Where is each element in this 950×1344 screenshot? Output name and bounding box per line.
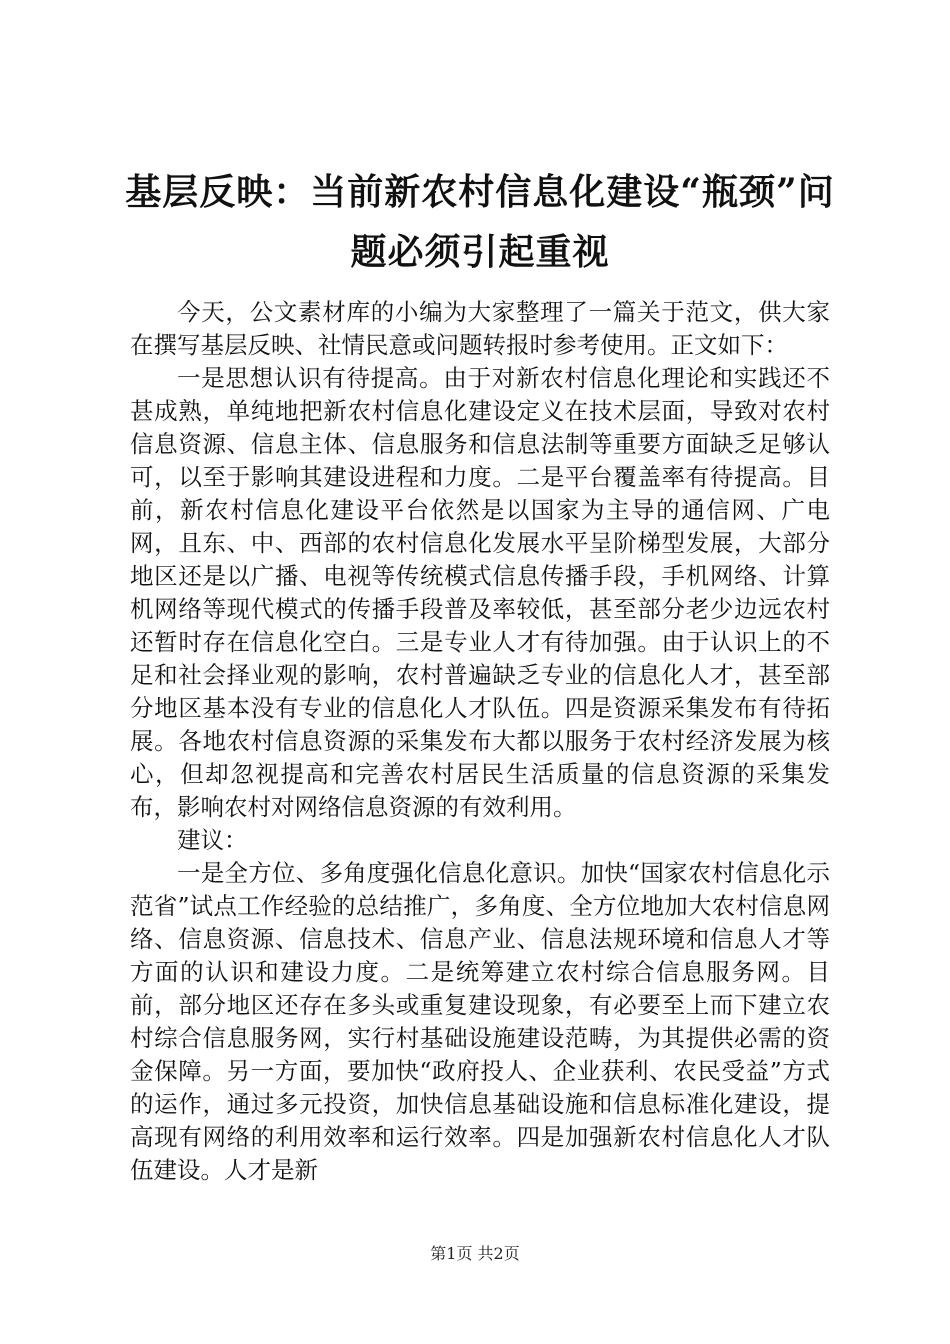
page-footer: 第1页 共2页	[430, 1244, 520, 1263]
paragraph-problems: 一是思想认识有待提高。由于对新农村信息化理论和实践还不甚成熟，单纯地把新农村信息化建设定义在技术层面，导致对农村信息资源、信息主体、信息服务和信息法制等重要方面缺乏足够认可，以至于影响其建设进程和力度。二是平台覆盖率有待提高。目前，新农村信息化建设平台依然是以国家为主导的通信网、广电网，且东、中、西部的农村信息化发展水平呈阶梯型发展，大部分地区还是以广播、电视等传统模式信息传播手段，手机网络、计算机网络等现代模式的传播手段普及率较低，甚至部分老少边远农村还暂时存在信息化空白。三是专业人才有待加强。由于认识上的不足和社会择业观的影响，农村普遍缺乏专业的信息化人才，甚至部分地区基本没有专业的信息化人才队伍。四是资源采集发布有待拓展。各地农村信息资源的采集发布大都以服务于农村经济发展为核心，但却忽视提高和完善农村居民生活质量的信息资源的采集发布，影响农村对网络信息资源的有效利用。	[130, 364, 830, 821]
paragraph-intro: 今天，公文素材库的小编为大家整理了一篇关于范文，供大家在撰写基层反映、社情民意或问题转报时参考使用。正文如下：	[130, 298, 830, 359]
document-title: 基层反映：当前新农村信息化建设“瓶颈”问题必须引起重视	[125, 171, 835, 273]
paragraph-suggestions: 一是全方位、多角度强化信息化意识。加快“国家农村信息化示范省”试点工作经验的总结推广，多角度、全方位地加大农村信息网络、信息资源、信息技术、信息产业、信息法规环境和信息人才等方面的认识和建设力度。二是统筹建立农村综合信息服务网。目前，部分地区还存在多头或重复建设现象，有必要至上而下建立农村综合信息服务网，实行村基础设施建设范畴，为其提供必需的资金保障。另一方面，要加快“政府投人、企业获利、农民受益”方式的运作，通过多元投资，加快信息基础设施和信息标准化建设，提高现有网络的利用效率和运行效率。四是加强新农村信息化人才队伍建设。人才是新	[130, 859, 830, 1184]
document-body	[130, 296, 830, 1187]
paragraph-suggestions-heading: 建议：	[177, 826, 248, 854]
